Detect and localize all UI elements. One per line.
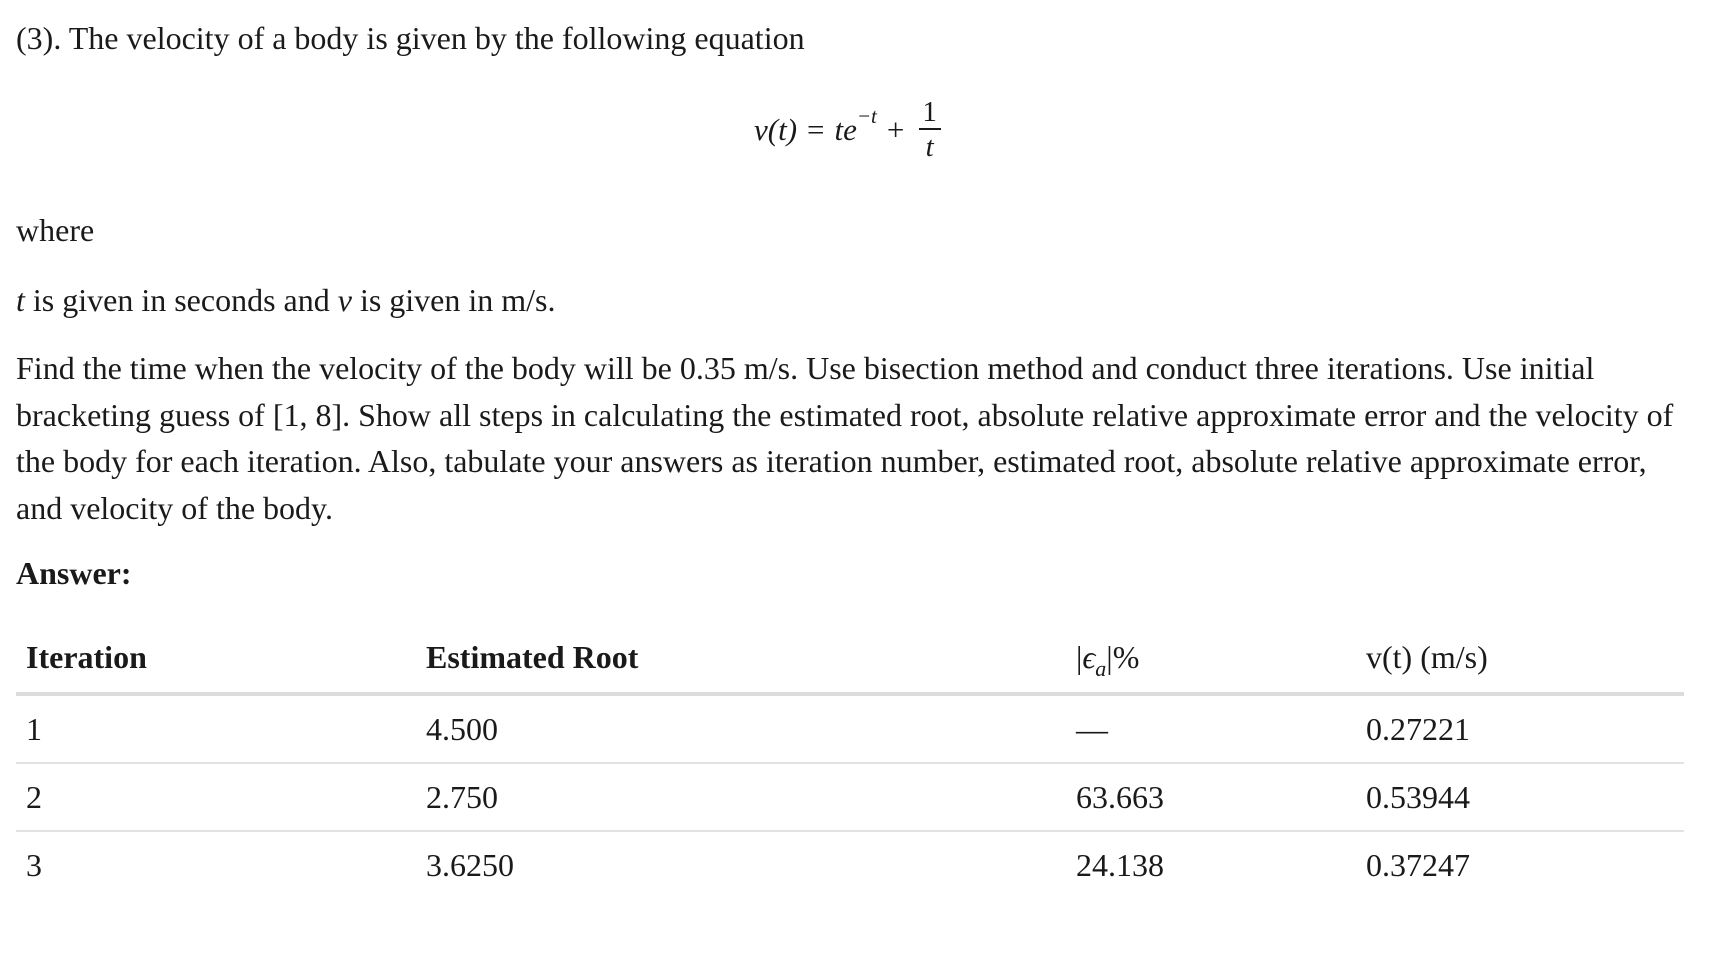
fraction-denominator: t: [925, 131, 934, 163]
cell-error: —: [1066, 694, 1356, 763]
header-velocity: v(t) (m/s): [1356, 622, 1684, 694]
units-var-t: t: [16, 282, 25, 318]
cell-iteration: 1: [16, 694, 416, 763]
problem-statement: Find the time when the velocity of the body will be 0.35 m/s. Use bisection method and conduct three iterations. Use initial bracketing guess of [1, 8]. Show all steps in calculating the estimated root, absolute relative approximate error and the velocity of the body for each iteration. Also, tabulate your answers as iteration number, estimated root, absolute relative approximate error, and velocity of the body.: [16, 350, 1674, 526]
cell-velocity: 0.53944: [1356, 763, 1684, 831]
equation-fraction: [918, 96, 941, 164]
units-middle: is given in seconds and: [24, 282, 338, 318]
header-estimated-root: Estimated Root: [416, 622, 1066, 694]
where-label: where: [16, 212, 95, 248]
equation-equals: =: [807, 112, 825, 147]
table-header-row: [16, 622, 1684, 694]
units-statement: [16, 282, 556, 319]
cell-root: 3.6250: [426, 846, 514, 883]
header-error-subscript: a: [1095, 655, 1107, 681]
problem-heading: (3). The velocity of a body is given by the following equation: [16, 20, 805, 56]
cell-root: 4.500: [416, 694, 1066, 763]
header-relative-error: [1066, 622, 1356, 694]
cell-error: 24.138: [1076, 846, 1164, 883]
cell-velocity: 0.27221: [1356, 694, 1684, 763]
header-iteration: Iteration: [16, 622, 416, 694]
header-error-bar-right: |%: [1106, 638, 1140, 675]
units-var-v: v: [337, 282, 352, 318]
equation-exponent: −t: [856, 103, 877, 128]
cell-iteration: 3: [26, 846, 42, 883]
units-end: is given in m/s.: [351, 282, 556, 318]
fraction-numerator: 1: [922, 96, 937, 128]
answer-label: Answer:: [16, 555, 132, 591]
velocity-equation: [754, 96, 941, 164]
cell-iteration: 2: [16, 763, 416, 831]
table-row: [16, 763, 1684, 831]
cell-velocity: 0.37247: [1366, 846, 1470, 883]
cell-error: 63.663: [1066, 763, 1356, 831]
equation-lhs: v(t): [754, 112, 798, 147]
header-error-epsilon: ϵ: [1082, 638, 1096, 675]
cell-root: 2.750: [416, 763, 1066, 831]
header-error-bar-left: |: [1076, 638, 1083, 675]
table-row: [16, 694, 1684, 763]
equation-term-base: te: [834, 112, 857, 147]
results-table: [16, 622, 1684, 898]
table-row: [16, 831, 1684, 898]
equation-plus: +: [886, 112, 905, 147]
